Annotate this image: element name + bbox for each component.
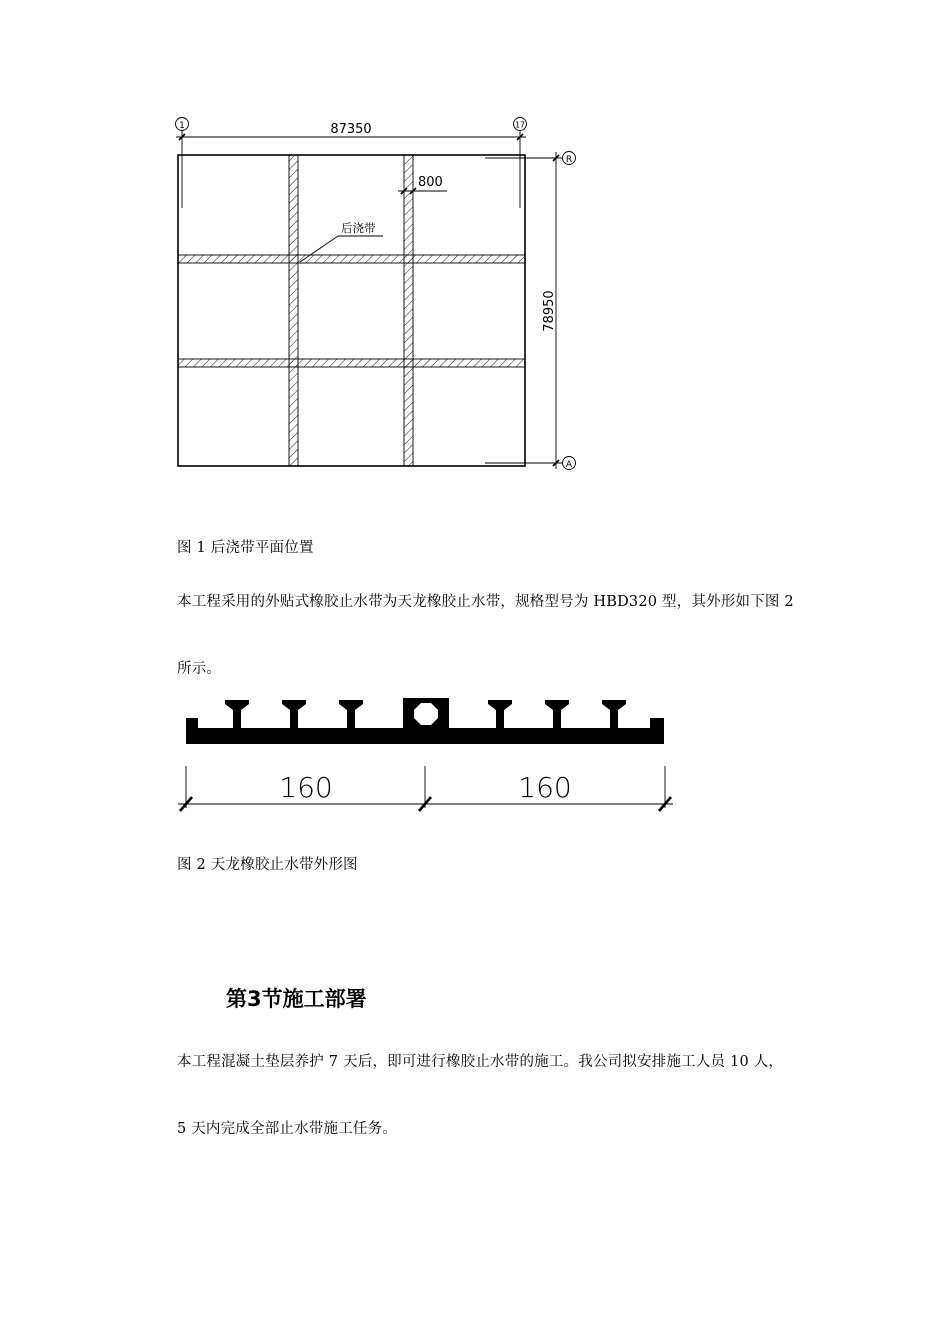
axis-bubble-17: [514, 118, 527, 131]
svg-text:R: R: [565, 155, 573, 165]
strip-width-value: 800: [418, 175, 443, 190]
paragraph1-line1: 本工程采用的外贴式橡胶止水带为天龙橡胶止水带，规格型号为 HBD320 型，其外形如下图 2: [177, 594, 794, 610]
axis-bubble-A: [563, 457, 576, 471]
figure2-caption: 图 2 天龙橡胶止水带外形图: [177, 857, 358, 873]
svg-text:A: A: [565, 460, 573, 470]
axis-bubble-R: [563, 152, 576, 166]
rib: [488, 700, 512, 730]
rib: [339, 700, 363, 730]
right-dim-value: 160: [518, 771, 572, 804]
rib: [225, 700, 249, 730]
svg-text:17: 17: [515, 120, 525, 130]
post-pour-strip-plan: [0, 0, 950, 500]
height-dim-value: 78950: [542, 290, 557, 332]
rib: [545, 700, 569, 730]
paragraph2-line2: 5 天内完成全部止水带施工任务。: [177, 1121, 398, 1137]
strip-label: 后浇带: [341, 221, 376, 235]
post-pour-strips: [178, 155, 525, 466]
section-heading: 第3节施工部署: [226, 987, 367, 1011]
rib: [602, 700, 626, 730]
width-dim-value: 87350: [330, 122, 372, 137]
slab-outline: [178, 155, 525, 466]
rib: [282, 700, 306, 730]
svg-text:1: 1: [179, 121, 185, 131]
waterstop-profile: [0, 690, 950, 820]
axis-bubble-1: [176, 118, 189, 132]
paragraph2-line1: 本工程混凝土垫层养护 7 天后，即可进行橡胶止水带的施工。我公司拟安排施工人员 10 人，: [177, 1054, 784, 1070]
profile-dimension: [178, 766, 673, 811]
width-dimension: [176, 131, 526, 208]
figure1-caption: 图 1 后浇带平面位置: [177, 540, 314, 556]
paragraph1-line2: 所示。: [177, 661, 222, 677]
left-dim-value: 160: [279, 771, 333, 804]
